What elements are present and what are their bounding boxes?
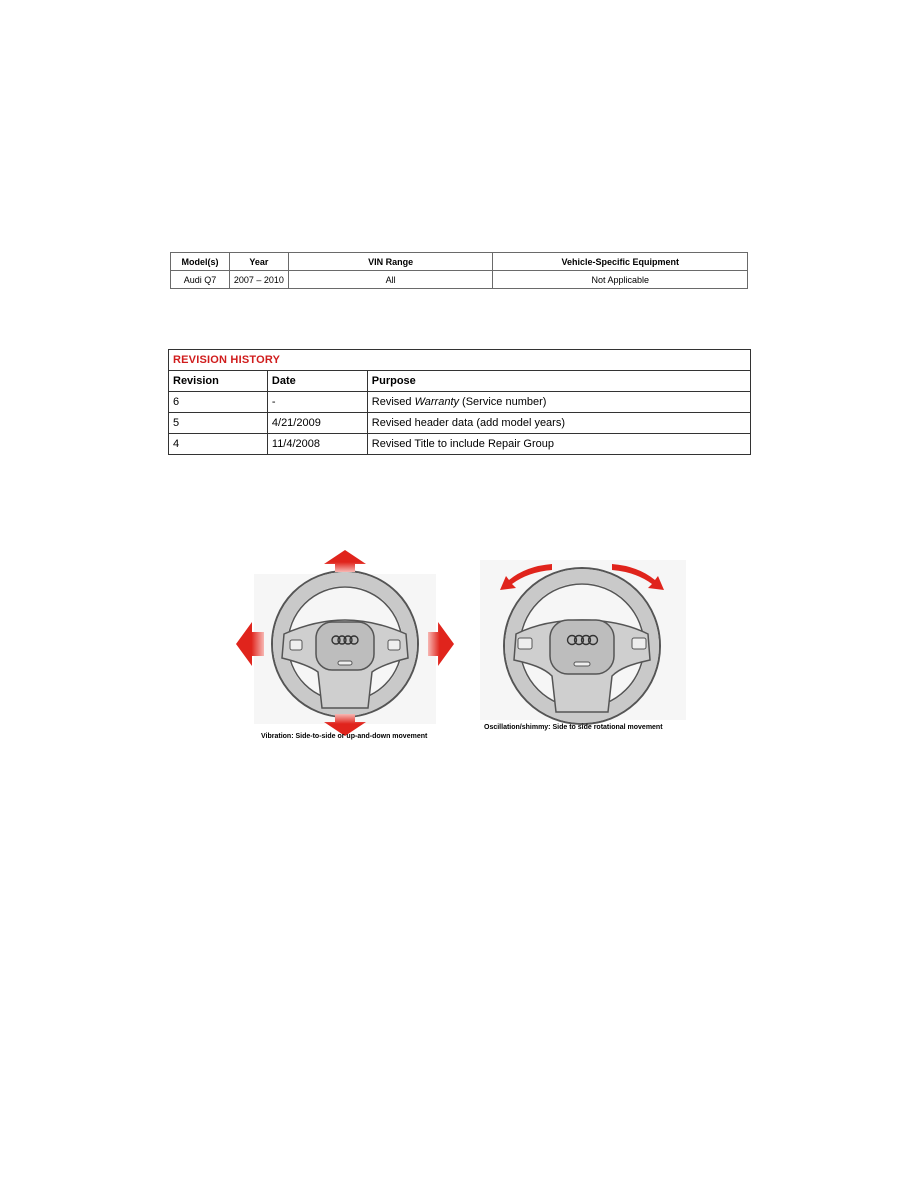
oscillation-steering-wheel-figure [478,554,690,726]
table-row [169,392,751,413]
header-date: Date [267,371,367,392]
vibration-steering-wheel-figure [232,548,458,738]
header-models: Model(s) [171,253,230,271]
cell-model: Audi Q7 [171,271,230,289]
table-row [169,413,751,434]
oscillation-caption: Oscillation/shimmy: Side to side rotational movement [484,724,663,731]
cell-vin-range: All [288,271,493,289]
table-row [169,434,751,455]
header-revision: Revision [169,371,268,392]
header-vin-range: VIN Range [288,253,493,271]
revision-title-row [169,350,751,371]
revision-header-row [169,371,751,392]
vibration-caption: Vibration: Side-to-side or up-and-down movement [261,733,428,740]
cell-revision: 5 [169,413,268,434]
cell-revision: 4 [169,434,268,455]
cell-purpose: Revised Title to include Repair Group [367,434,750,455]
arrow-up-icon [324,550,366,572]
header-purpose: Purpose [367,371,750,392]
cell-date: - [267,392,367,413]
cell-purpose [367,392,750,413]
cell-purpose: Revised header data (add model years) [367,413,750,434]
purpose-prefix: Revised [371,396,415,408]
cell-year: 2007 – 2010 [229,271,288,289]
header-equipment: Vehicle-Specific Equipment [493,253,748,271]
purpose-suffix: (Service number) [459,396,547,408]
cell-date: 4/21/2009 [267,413,367,434]
cell-equipment: Not Applicable [493,271,748,289]
applicability-table [170,252,748,289]
revision-history-title: REVISION HISTORY [169,350,751,371]
table-header-row [171,253,748,271]
cell-revision: 6 [169,392,268,413]
revision-history-table [168,349,751,455]
purpose-emphasis: Warranty [414,396,459,408]
cell-date: 11/4/2008 [267,434,367,455]
header-year: Year [229,253,288,271]
table-row [171,271,748,289]
